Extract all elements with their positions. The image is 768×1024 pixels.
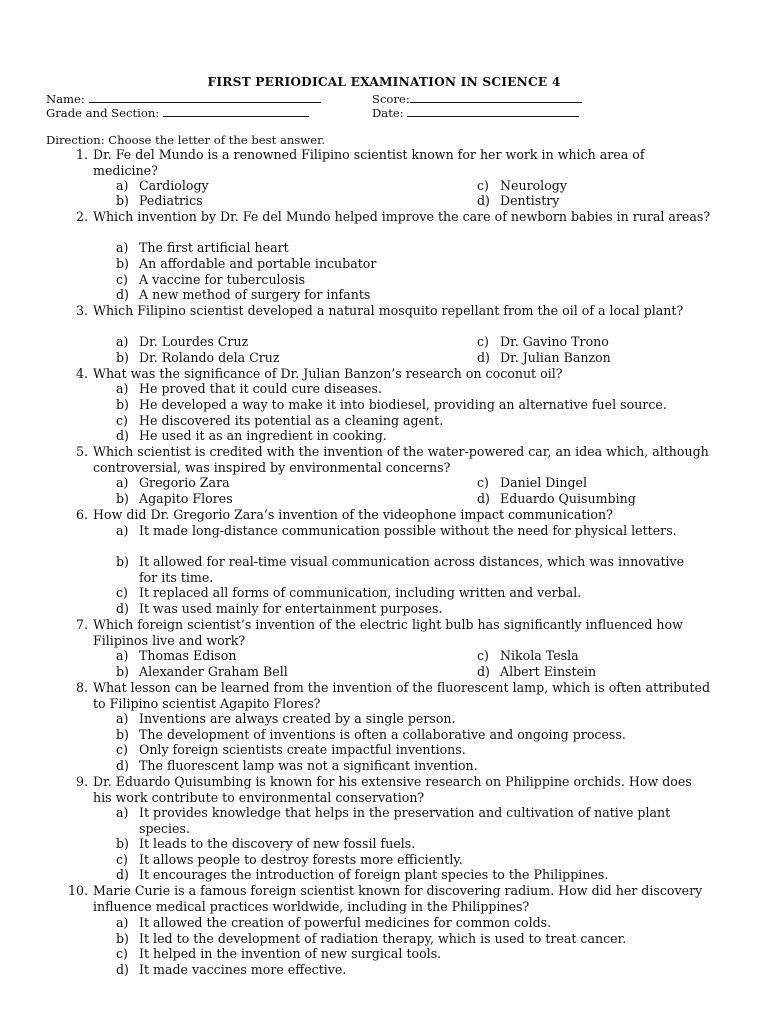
- option-text: Dr. Julian Banzon: [500, 350, 611, 365]
- option-text: Nikola Tesla: [500, 648, 579, 663]
- option-text: It leads to the discovery of new fossil fuels.: [139, 836, 416, 851]
- option-letter: d): [477, 664, 490, 679]
- option-text: Albert Einstein: [500, 664, 597, 679]
- question-stem: Which Filipino scientist developed a natural mosquito repellant from the oil of a local plant?: [93, 303, 684, 318]
- option-letter: b): [116, 664, 129, 679]
- option-text: Thomas Edison: [139, 648, 237, 663]
- option-letter: a): [116, 648, 129, 663]
- option-text: Dr. Rolando dela Cruz: [139, 350, 280, 365]
- question-number: 8.: [75, 680, 88, 695]
- option-text: An affordable and portable incubator: [139, 256, 377, 271]
- option-text: The first artificial heart: [139, 240, 289, 255]
- option-letter: a): [116, 711, 129, 726]
- option-text: Dr. Lourdes Cruz: [139, 334, 249, 349]
- question-number: 5.: [75, 444, 88, 459]
- direction-text: Direction: Choose the letter of the best answer.: [46, 133, 326, 147]
- name-label: Name:: [46, 92, 85, 106]
- option-text: It helped in the invention of new surgical tools.: [139, 946, 442, 961]
- option-text: Dr. Gavino Trono: [500, 334, 609, 349]
- option-letter: b): [116, 193, 129, 208]
- option-letter: d): [116, 962, 129, 977]
- option-text: Pediatrics: [139, 193, 203, 208]
- score-blank: [410, 91, 582, 103]
- option-text: It allowed for real-time visual communication across distances, which was innovative for its time.: [139, 554, 685, 585]
- option-text: Gregorio Zara: [139, 475, 230, 490]
- score-label: Score:: [372, 92, 410, 106]
- question-stem: Marie Curie is a famous foreign scientist known for discovering radium. How did her discovery influence medical practices worldwide, including in the Philippines?: [93, 883, 703, 914]
- option-letter: c): [116, 852, 128, 867]
- option-text: Agapito Flores: [139, 491, 233, 506]
- option-text: Dentistry: [500, 193, 560, 208]
- option-text: He proved that it could cure diseases.: [139, 381, 382, 396]
- option-letter: c): [116, 946, 128, 961]
- option-letter: a): [116, 381, 129, 396]
- question-number: 4.: [75, 366, 88, 381]
- option-letter: a): [116, 523, 129, 538]
- option-text: Neurology: [500, 178, 567, 193]
- question-number: 1.: [75, 147, 88, 162]
- option-letter: c): [116, 272, 128, 287]
- option-text: A new method of surgery for infants: [139, 287, 371, 302]
- option-text: It made vaccines more effective.: [139, 962, 347, 977]
- question-stem: What was the significance of Dr. Julian Banzon’s research on coconut oil?: [93, 366, 563, 381]
- option-text: The development of inventions is often a collaborative and ongoing process.: [139, 727, 626, 742]
- option-text: He used it as an ingredient in cooking.: [139, 428, 387, 443]
- option-text: Inventions are always created by a single person.: [139, 711, 456, 726]
- question-number: 9.: [75, 774, 88, 789]
- option-letter: d): [116, 287, 129, 302]
- option-letter: a): [116, 475, 129, 490]
- option-text: It encourages the introduction of foreign plant species to the Philippines.: [139, 867, 609, 882]
- option-text: Only foreign scientists create impactful inventions.: [139, 742, 466, 757]
- option-letter: c): [116, 413, 128, 428]
- option-letter: d): [116, 601, 129, 616]
- exam-title: FIRST PERIODICAL EXAMINATION IN SCIENCE 4: [207, 75, 561, 89]
- option-letter: d): [116, 428, 129, 443]
- option-letter: c): [116, 742, 128, 757]
- option-text: It was used mainly for entertainment purposes.: [139, 601, 443, 616]
- grade-section-field: [46, 105, 309, 120]
- date-label: Date:: [372, 106, 404, 120]
- option-letter: c): [477, 334, 489, 349]
- option-letter: a): [116, 915, 129, 930]
- option-letter: a): [116, 334, 129, 349]
- option-letter: d): [477, 491, 490, 506]
- question-stem: What lesson can be learned from the invention of the fluorescent lamp, which is often attributed to Filipino scientist Agapito Flores?: [93, 680, 711, 711]
- option-letter: c): [477, 178, 489, 193]
- option-letter: a): [116, 805, 129, 820]
- name-blank: [89, 91, 321, 103]
- option-letter: d): [477, 193, 490, 208]
- option-text: A vaccine for tuberculosis: [139, 272, 306, 287]
- option-letter: d): [477, 350, 490, 365]
- grade-section-label: Grade and Section:: [46, 106, 160, 120]
- question-number: 2.: [75, 209, 88, 224]
- question-number: 3.: [75, 303, 88, 318]
- question-stem: Which invention by Dr. Fe del Mundo helped improve the care of newborn babies in rural areas?: [93, 209, 711, 224]
- option-letter: b): [116, 554, 129, 569]
- question-number: 7.: [75, 617, 88, 632]
- option-letter: b): [116, 727, 129, 742]
- option-letter: b): [116, 836, 129, 851]
- question-stem: How did Dr. Gregorio Zara’s invention of the videophone impact communication?: [93, 507, 613, 522]
- date-field: [372, 105, 579, 120]
- option-letter: c): [477, 475, 489, 490]
- name-field: [46, 91, 321, 106]
- option-letter: d): [116, 758, 129, 773]
- option-text: He developed a way to make it into biodiesel, providing an alternative fuel source.: [139, 397, 667, 412]
- question-number: 6.: [75, 507, 88, 522]
- option-text: Cardiology: [139, 178, 209, 193]
- option-letter: b): [116, 491, 129, 506]
- option-letter: c): [477, 648, 489, 663]
- option-text: It led to the development of radiation therapy, which is used to treat cancer.: [139, 931, 627, 946]
- option-letter: b): [116, 350, 129, 365]
- question-stem: Which foreign scientist’s invention of the electric light bulb has significantly influenced how Filipinos live and work?: [93, 617, 683, 648]
- option-letter: b): [116, 397, 129, 412]
- option-text: It allows people to destroy forests more efficiently.: [139, 852, 463, 867]
- option-text: It made long-distance communication possible without the need for physical letters.: [139, 523, 677, 538]
- grade-section-blank: [163, 105, 309, 117]
- option-text: The fluorescent lamp was not a significant invention.: [139, 758, 478, 773]
- option-letter: b): [116, 931, 129, 946]
- score-field: [372, 91, 582, 106]
- question-stem: Dr. Fe del Mundo is a renowned Filipino scientist known for her work in which area of medicine?: [93, 147, 645, 178]
- option-text: It allowed the creation of powerful medicines for common colds.: [139, 915, 552, 930]
- option-text: Daniel Dingel: [500, 475, 588, 490]
- option-text: Eduardo Quisumbing: [500, 491, 636, 506]
- question-number: 10.: [67, 883, 88, 898]
- option-text: It replaced all forms of communication, including written and verbal.: [139, 585, 582, 600]
- question-stem: Dr. Eduardo Quisumbing is known for his extensive research on Philippine orchids. How does his work contribute to environmental conservation?: [93, 774, 692, 805]
- option-letter: c): [116, 585, 128, 600]
- option-text: He discovered its potential as a cleaning agent.: [139, 413, 444, 428]
- option-letter: d): [116, 867, 129, 882]
- question-stem: Which scientist is credited with the invention of the water-powered car, an idea which, although controversial, was inspired by environmental concerns?: [93, 444, 709, 475]
- option-letter: a): [116, 240, 129, 255]
- option-letter: b): [116, 256, 129, 271]
- date-blank: [407, 105, 579, 117]
- option-letter: a): [116, 178, 129, 193]
- option-text: It provides knowledge that helps in the preservation and cultivation of native plant species.: [139, 805, 671, 836]
- option-text: Alexander Graham Bell: [139, 664, 288, 679]
